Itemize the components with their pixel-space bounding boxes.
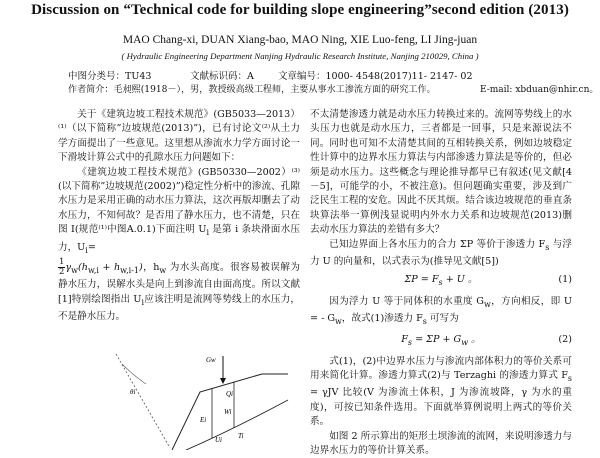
figure-label-ei: Ei [200, 416, 207, 424]
left-column [58, 108, 300, 324]
paragraph: 因为浮力 U 等于同体积的水重度 $G_w$，方向相反，即 U = - $G_w$，故式(1)渗透力 $F_s$ 可写为 [310, 295, 572, 326]
paper-title: Discussion on “Technical code for building slope engineering”second edition (2013) [31, 2, 569, 18]
equation-2: $F_s = \Sigma P + G_w$ 。 (2) [401, 334, 572, 348]
figure-label-theta-top: θi [130, 388, 136, 396]
affiliation: ( Hydraulic Engineering Department Nanjing Hydraulic Research Institute, Nanjing 210029, China ) [121, 51, 479, 61]
equation-1: $\Sigma P = F_s + U$ 。 (1) [404, 274, 572, 288]
angle-arc [122, 364, 146, 384]
paragraph: $\frac{1}{2}\gamma_w(h_{w,i} + h_{w,i-1})$，$h_w$ 为水头高度。很容易被误解为静水压力，误解水头是向上到渗流自由面高度。所以文献[1]特别绘图指出 $U_i$应该注明是流网等势线上的水压力，不是静水压力。 [58, 256, 301, 322]
paragraph: 式(1)，(2)中边界水压力与渗流内部体积力的等价关系可用来简化计算。渗透力算式(2)与 Terzaghi 的渗透力算式 $F_s = \gamma JV$ 比较(V 为渗流土体积，J 为渗流坡降，γ 为水的重度)，可按已知条件选用。下面就举算例说明上两式的等价关系。 [310, 355, 572, 428]
article-number: 文章编号：1000- 4548(2017)11- 2147- 02 [278, 71, 473, 82]
equation-number: (2) [558, 334, 572, 346]
figure-label-ui: Ui [215, 436, 222, 444]
figure-label-wi: Wi [224, 408, 232, 416]
equation-number: (1) [558, 274, 572, 286]
paragraph: 不太清楚渗透力就是动水压力转换过来的。流网等势线上的水头压力也就是动水压力，三者都是一回事，只是来源说法不同。同时也可知不太清楚其间的互相转换关系，例如边坡稳定性计算中的边界水压力算法与内部渗透力算法是等价的，但必须是动水压力。这些概念与理论推导都早已有叙述(见文献[4－5]，可能学的小，不被注意)。但问题确实重要，涉及到广泛民生工程的安危。因此不厌其烦。结合该边坡规范的垂直条块算法举一算例浅显说明内外水力关系和边坡规范(2013)删去动水压力算法的差错有多大？ [310, 109, 572, 236]
figure-label-gw: Gw [206, 356, 216, 364]
paragraph: 如图 2 所示算出的矩形土坝渗流的流网，来说明渗透力与边界水压力的等价计算关系。 [310, 430, 572, 456]
slip-surface [186, 400, 288, 450]
author-intro: 作者简介：毛昶熙(1918－），男，教授级高级工程师，主要从事水工渗流方面的研究工作。 [68, 85, 436, 95]
figure-label-qi: Qi [226, 390, 233, 398]
figure-label-ti: Ti [238, 432, 244, 440]
slope-figure [112, 352, 292, 450]
email: E-mail: xbduan@nhir.cn。 [480, 85, 599, 95]
right-column [310, 108, 572, 458]
figure-dashed-line [116, 354, 170, 448]
paragraph: 已知边界面上各水压力的合力 ΣP 等价于渗透力 $F_s$ 与浮力 U 的向量和，以式表示为(推导见文献[5]) [310, 238, 572, 267]
arrow-head [220, 378, 226, 384]
paragraph: 《建筑边坡工程技术规范》(GB50330—2002）⁽³⁾(以下简称”边坡规范(2002)”)稳定性分析中的渗流、孔隙水压力是采用正确的动水压力算法，这次再版却删去了动水压力，不知何故？是否用了静水压力，也不清楚，只在图 I(规范⁽¹⁾中图A.0.1)下面注明 $U_i$ 是第 i 条块滑面水压力，$U_i=$ [58, 166, 300, 255]
author-list: MAO Chang-xi, DUAN Xiang-bao, MAO Ning, XIE Luo-feng, LI Jing-juan [122, 34, 478, 46]
document-code: 文献标识码：A [190, 71, 254, 82]
clc-number: 中图分类号：TU43 [68, 71, 152, 82]
paragraph: 关于《建筑边坡工程技术规范》(GB5033—2013）⁽¹⁾（以下简称”边坡规范(2013)”)，已有讨论文⁽²⁾从土力学方面提出了一些意见。这里想从渗流水力学方面讨论一下滑坡计算公式中的孔隙水压力问题如下： [58, 109, 300, 164]
